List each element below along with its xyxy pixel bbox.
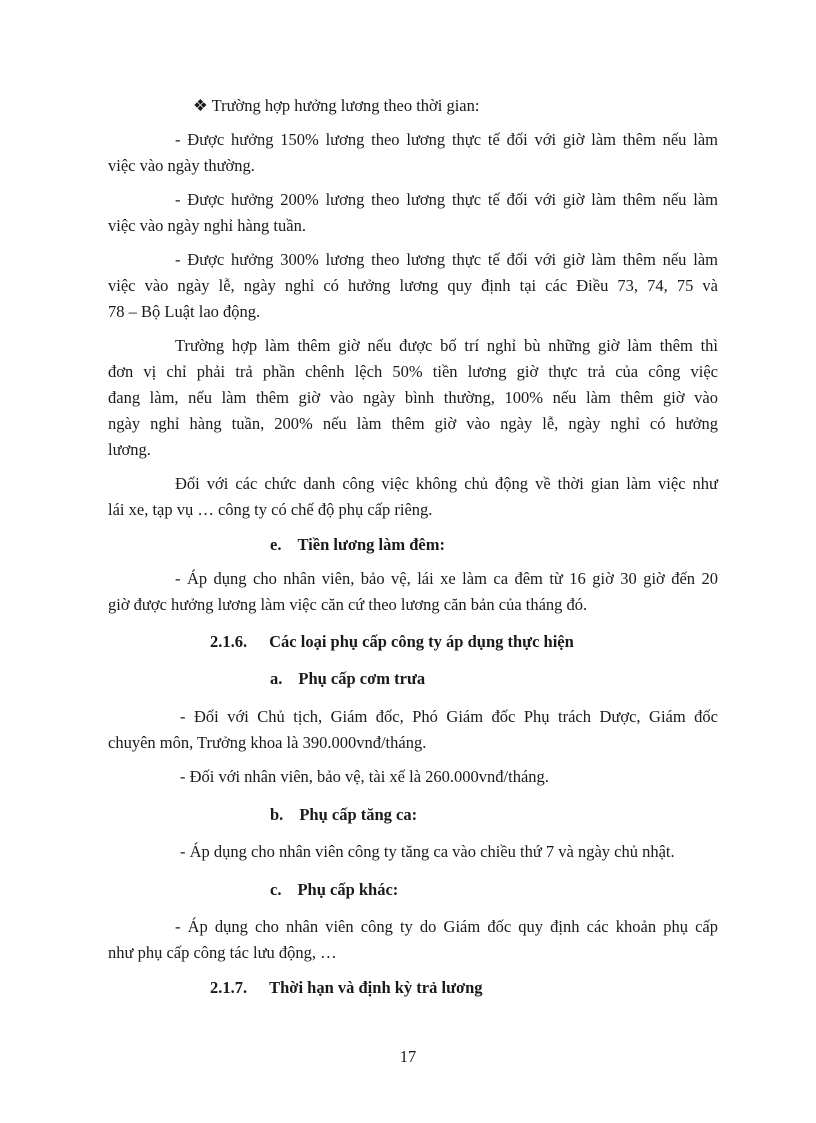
section-number: 2.1.7. — [210, 978, 248, 997]
paragraph-line: việc vào ngày thường. — [108, 156, 255, 175]
paragraph-line: đơn vị chỉ phải trả phần chênh lệch 50% tiền lương giờ thực trả của công việc — [108, 362, 718, 381]
paragraph-line: như phụ cấp công tác lưu động, … — [108, 943, 337, 962]
paragraph-line: Trường hợp làm thêm giờ nếu được bố trí nghỉ bù những giờ làm thêm thì — [175, 336, 718, 355]
page-number: 17 — [399, 1047, 417, 1066]
subsection-letter: e. — [270, 535, 282, 554]
section-title: Các loại phụ cấp công ty áp dụng thực hiện — [269, 632, 574, 651]
paragraph-line: đang làm, nếu làm thêm giờ vào ngày bình thường, 100% nếu làm thêm giờ vào — [108, 388, 718, 407]
section-number: 2.1.6. — [210, 632, 248, 651]
paragraph-line: 78 – Bộ Luật lao động. — [108, 302, 261, 321]
section-heading-2-1-6 — [210, 632, 574, 652]
paragraph-line: việc vào ngày lễ, ngày nghỉ có hưởng lương quy định tại các Điều 73, 74, 75 và — [108, 276, 718, 295]
paragraph-line: - Đối với Chủ tịch, Giám đốc, Phó Giám đốc Phụ trách Dược, Giám đốc — [180, 707, 718, 726]
paragraph-line: - Áp dụng cho nhân viên, bảo vệ, lái xe làm ca đêm từ 16 giờ 30 giờ đến 20 — [175, 569, 718, 588]
paragraph-line: ngày nghỉ hàng tuần, 200% nếu làm thêm giờ vào ngày lễ, ngày nghỉ có hưởng — [108, 414, 718, 433]
subsection-heading-b — [270, 805, 417, 825]
paragraph-line: - Được hưởng 200% lương theo lương thực tế đối với giờ làm thêm nếu làm — [175, 190, 718, 209]
paragraph-line: - Áp dụng cho nhân viên công ty do Giám đốc quy định các khoản phụ cấp — [175, 917, 718, 936]
subsection-heading-e — [270, 535, 445, 555]
paragraph-line: - Áp dụng cho nhân viên công ty tăng ca vào chiều thứ 7 và ngày chủ nhật. — [180, 842, 675, 861]
paragraph-line: - Được hưởng 150% lương theo lương thực tế đối với giờ làm thêm nếu làm — [175, 130, 718, 149]
subsection-title: Tiền lương làm đêm: — [297, 535, 445, 554]
paragraph-line: lái xe, tạp vụ … công ty có chế độ phụ cấp riêng. — [108, 500, 433, 519]
subsection-heading-c — [270, 880, 398, 900]
paragraph-line: Đối với các chức danh công việc không chủ động về thời gian làm việc như — [175, 474, 718, 493]
section-title: Thời hạn và định kỳ trả lương — [269, 978, 483, 997]
section-heading-2-1-7 — [210, 978, 483, 998]
subsection-title: Phụ cấp tăng ca: — [299, 805, 418, 824]
subsection-letter: a. — [270, 669, 283, 688]
paragraph-line: việc vào ngày nghỉ hàng tuần. — [108, 216, 306, 235]
paragraph-line: giờ được hưởng lương làm việc căn cứ theo lương căn bản của tháng đó. — [108, 595, 588, 614]
subsection-title: Phụ cấp khác: — [297, 880, 399, 899]
paragraph-line: - Đối với nhân viên, bảo vệ, tài xế là 260.000vnđ/tháng. — [180, 767, 549, 786]
paragraph-line: - Được hưởng 300% lương theo lương thực tế đối với giờ làm thêm nếu làm — [175, 250, 718, 269]
subsection-letter: b. — [270, 805, 284, 824]
paragraph-line: lương. — [108, 440, 151, 459]
bullet-heading: ❖ Trường hợp hưởng lương theo thời gian: — [193, 96, 480, 115]
subsection-letter: c. — [270, 880, 282, 899]
subsection-heading-a — [270, 669, 425, 689]
subsection-title: Phụ cấp cơm trưa — [298, 669, 426, 688]
paragraph-line: chuyên môn, Trưởng khoa là 390.000vnđ/tháng. — [108, 733, 427, 752]
